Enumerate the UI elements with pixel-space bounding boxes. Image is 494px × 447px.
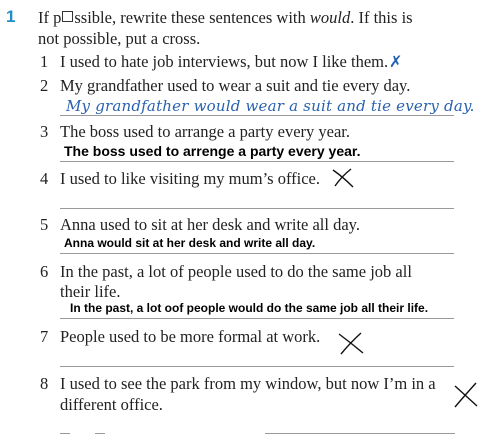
item-sentence: The boss used to arrange a party every year. xyxy=(60,122,351,141)
checkbox-square-icon xyxy=(62,11,73,22)
item-sentence-line-1: In the past, a lot of people used to do the same job all xyxy=(60,262,412,281)
cross-mark-icon xyxy=(330,166,356,190)
answer-line xyxy=(60,253,454,254)
item-number: 3 xyxy=(40,122,49,141)
item-number: 4 xyxy=(40,169,49,188)
exercise-number: 1 xyxy=(6,7,16,26)
answer-handwritten[interactable]: My grandfather would wear a suit and tie every day. xyxy=(66,97,475,115)
instruction-line-2: not possible, put a cross. xyxy=(38,29,201,48)
answer-line xyxy=(95,433,105,434)
answer-line xyxy=(60,318,454,319)
item-number: 7 xyxy=(40,327,49,346)
answer-text[interactable]: The boss used to arrenge a party every year. xyxy=(64,143,361,159)
instruction-text: ssible, rewrite these sentences with xyxy=(74,8,310,27)
answer-text[interactable]: Anna would sit at her desk and write all day. xyxy=(64,236,316,250)
instruction-line-1 xyxy=(38,7,413,28)
answer-line xyxy=(60,115,454,116)
answer-line xyxy=(265,433,455,434)
item-number: 6 xyxy=(40,262,49,281)
answer-text[interactable]: In the past, a lot oof people would do the same job all their life. xyxy=(70,301,429,315)
item-number: 5 xyxy=(40,215,49,234)
answer-line xyxy=(60,208,454,209)
item-sentence: People used to be more formal at work. xyxy=(60,327,321,346)
cross-mark-icon: ✗ xyxy=(389,52,403,71)
item-number: 1 xyxy=(40,52,49,71)
item-number: 2 xyxy=(40,76,49,95)
answer-line xyxy=(60,433,70,434)
answer-line xyxy=(60,366,454,367)
instruction-text: . If this is xyxy=(350,8,413,27)
instruction-text: If p xyxy=(38,8,62,27)
cross-mark-icon xyxy=(336,330,366,356)
item-number: 8 xyxy=(40,374,49,393)
cross-mark-icon xyxy=(452,380,480,410)
item-sentence-line-1: I used to see the park from my window, but now I’m in a xyxy=(60,374,436,393)
item-sentence-line-2: different office. xyxy=(60,395,163,414)
item-sentence: I used to like visiting my mum’s office. xyxy=(60,169,321,188)
item-sentence: My grandfather used to wear a suit and tie every day. xyxy=(60,76,411,95)
instruction-emphasis: would xyxy=(309,8,351,27)
item-sentence: Anna used to sit at her desk and write all day. xyxy=(60,215,360,234)
item-sentence: I used to hate job interviews, but now I like them. xyxy=(60,52,389,71)
answer-line xyxy=(60,161,454,162)
item-sentence-line-2: their life. xyxy=(60,282,121,301)
